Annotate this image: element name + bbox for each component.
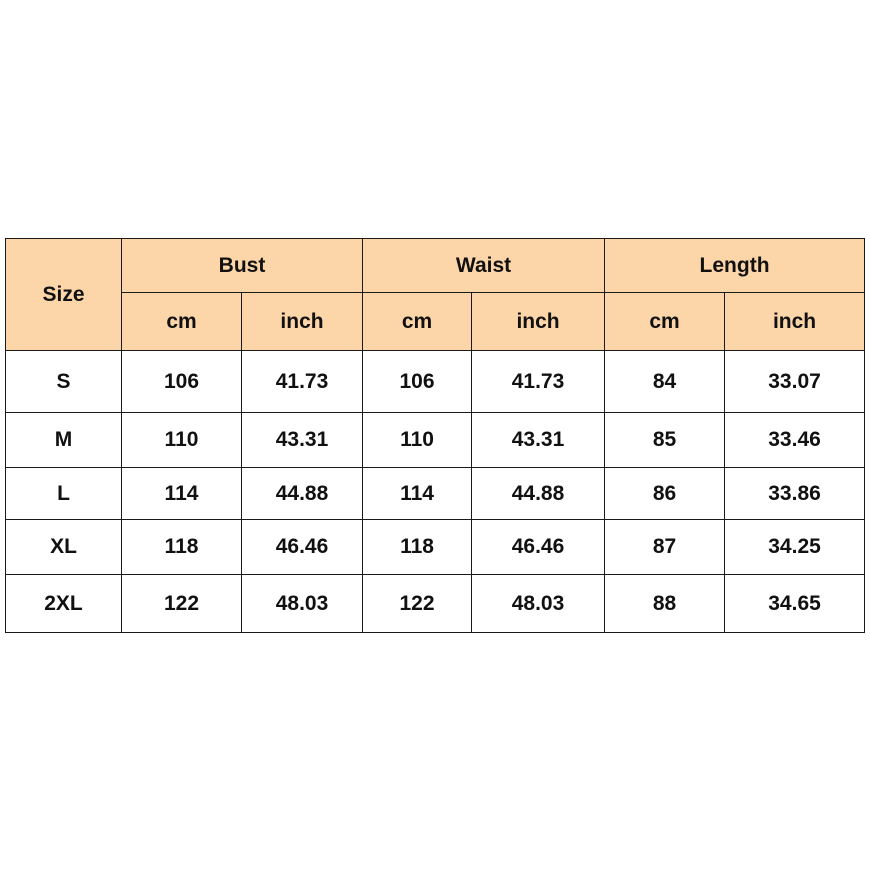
cell-bust-inch: 48.03: [242, 575, 363, 633]
cell-size: M: [6, 413, 122, 468]
cell-waist-cm: 122: [363, 575, 472, 633]
cell-length-cm: 88: [605, 575, 725, 633]
cell-length-inch: 34.65: [725, 575, 865, 633]
cell-length-inch: 33.07: [725, 351, 865, 413]
header-row-groups: [6, 239, 865, 293]
header-unit-bust-cm: cm: [122, 293, 242, 351]
table-row: [6, 351, 865, 413]
cell-bust-cm: 110: [122, 413, 242, 468]
cell-waist-cm: 114: [363, 468, 472, 520]
table-body: [6, 351, 865, 633]
header-unit-bust-inch: inch: [242, 293, 363, 351]
cell-bust-inch: 41.73: [242, 351, 363, 413]
header-length: Length: [605, 239, 865, 293]
cell-waist-inch: 43.31: [472, 413, 605, 468]
cell-waist-inch: 48.03: [472, 575, 605, 633]
cell-waist-cm: 118: [363, 520, 472, 575]
cell-bust-inch: 43.31: [242, 413, 363, 468]
header-row-units: [6, 293, 865, 351]
header-unit-waist-cm: cm: [363, 293, 472, 351]
cell-bust-cm: 106: [122, 351, 242, 413]
cell-waist-cm: 110: [363, 413, 472, 468]
cell-length-inch: 33.86: [725, 468, 865, 520]
cell-bust-cm: 118: [122, 520, 242, 575]
cell-size: L: [6, 468, 122, 520]
header-size: Size: [6, 239, 122, 351]
cell-length-cm: 87: [605, 520, 725, 575]
table-row: [6, 520, 865, 575]
cell-waist-inch: 44.88: [472, 468, 605, 520]
cell-length-cm: 85: [605, 413, 725, 468]
cell-waist-inch: 41.73: [472, 351, 605, 413]
cell-bust-cm: 122: [122, 575, 242, 633]
cell-length-cm: 84: [605, 351, 725, 413]
cell-bust-inch: 44.88: [242, 468, 363, 520]
header-bust: Bust: [122, 239, 363, 293]
header-unit-length-cm: cm: [605, 293, 725, 351]
table-row: [6, 575, 865, 633]
table-row: [6, 413, 865, 468]
cell-length-inch: 34.25: [725, 520, 865, 575]
size-chart-table: [5, 238, 865, 633]
cell-length-inch: 33.46: [725, 413, 865, 468]
header-unit-waist-inch: inch: [472, 293, 605, 351]
header-waist: Waist: [363, 239, 605, 293]
cell-waist-inch: 46.46: [472, 520, 605, 575]
table-row: [6, 468, 865, 520]
cell-size: S: [6, 351, 122, 413]
cell-bust-inch: 46.46: [242, 520, 363, 575]
cell-length-cm: 86: [605, 468, 725, 520]
cell-size: 2XL: [6, 575, 122, 633]
header-unit-length-inch: inch: [725, 293, 865, 351]
table-header: [6, 239, 865, 351]
cell-size: XL: [6, 520, 122, 575]
cell-waist-cm: 106: [363, 351, 472, 413]
cell-bust-cm: 114: [122, 468, 242, 520]
